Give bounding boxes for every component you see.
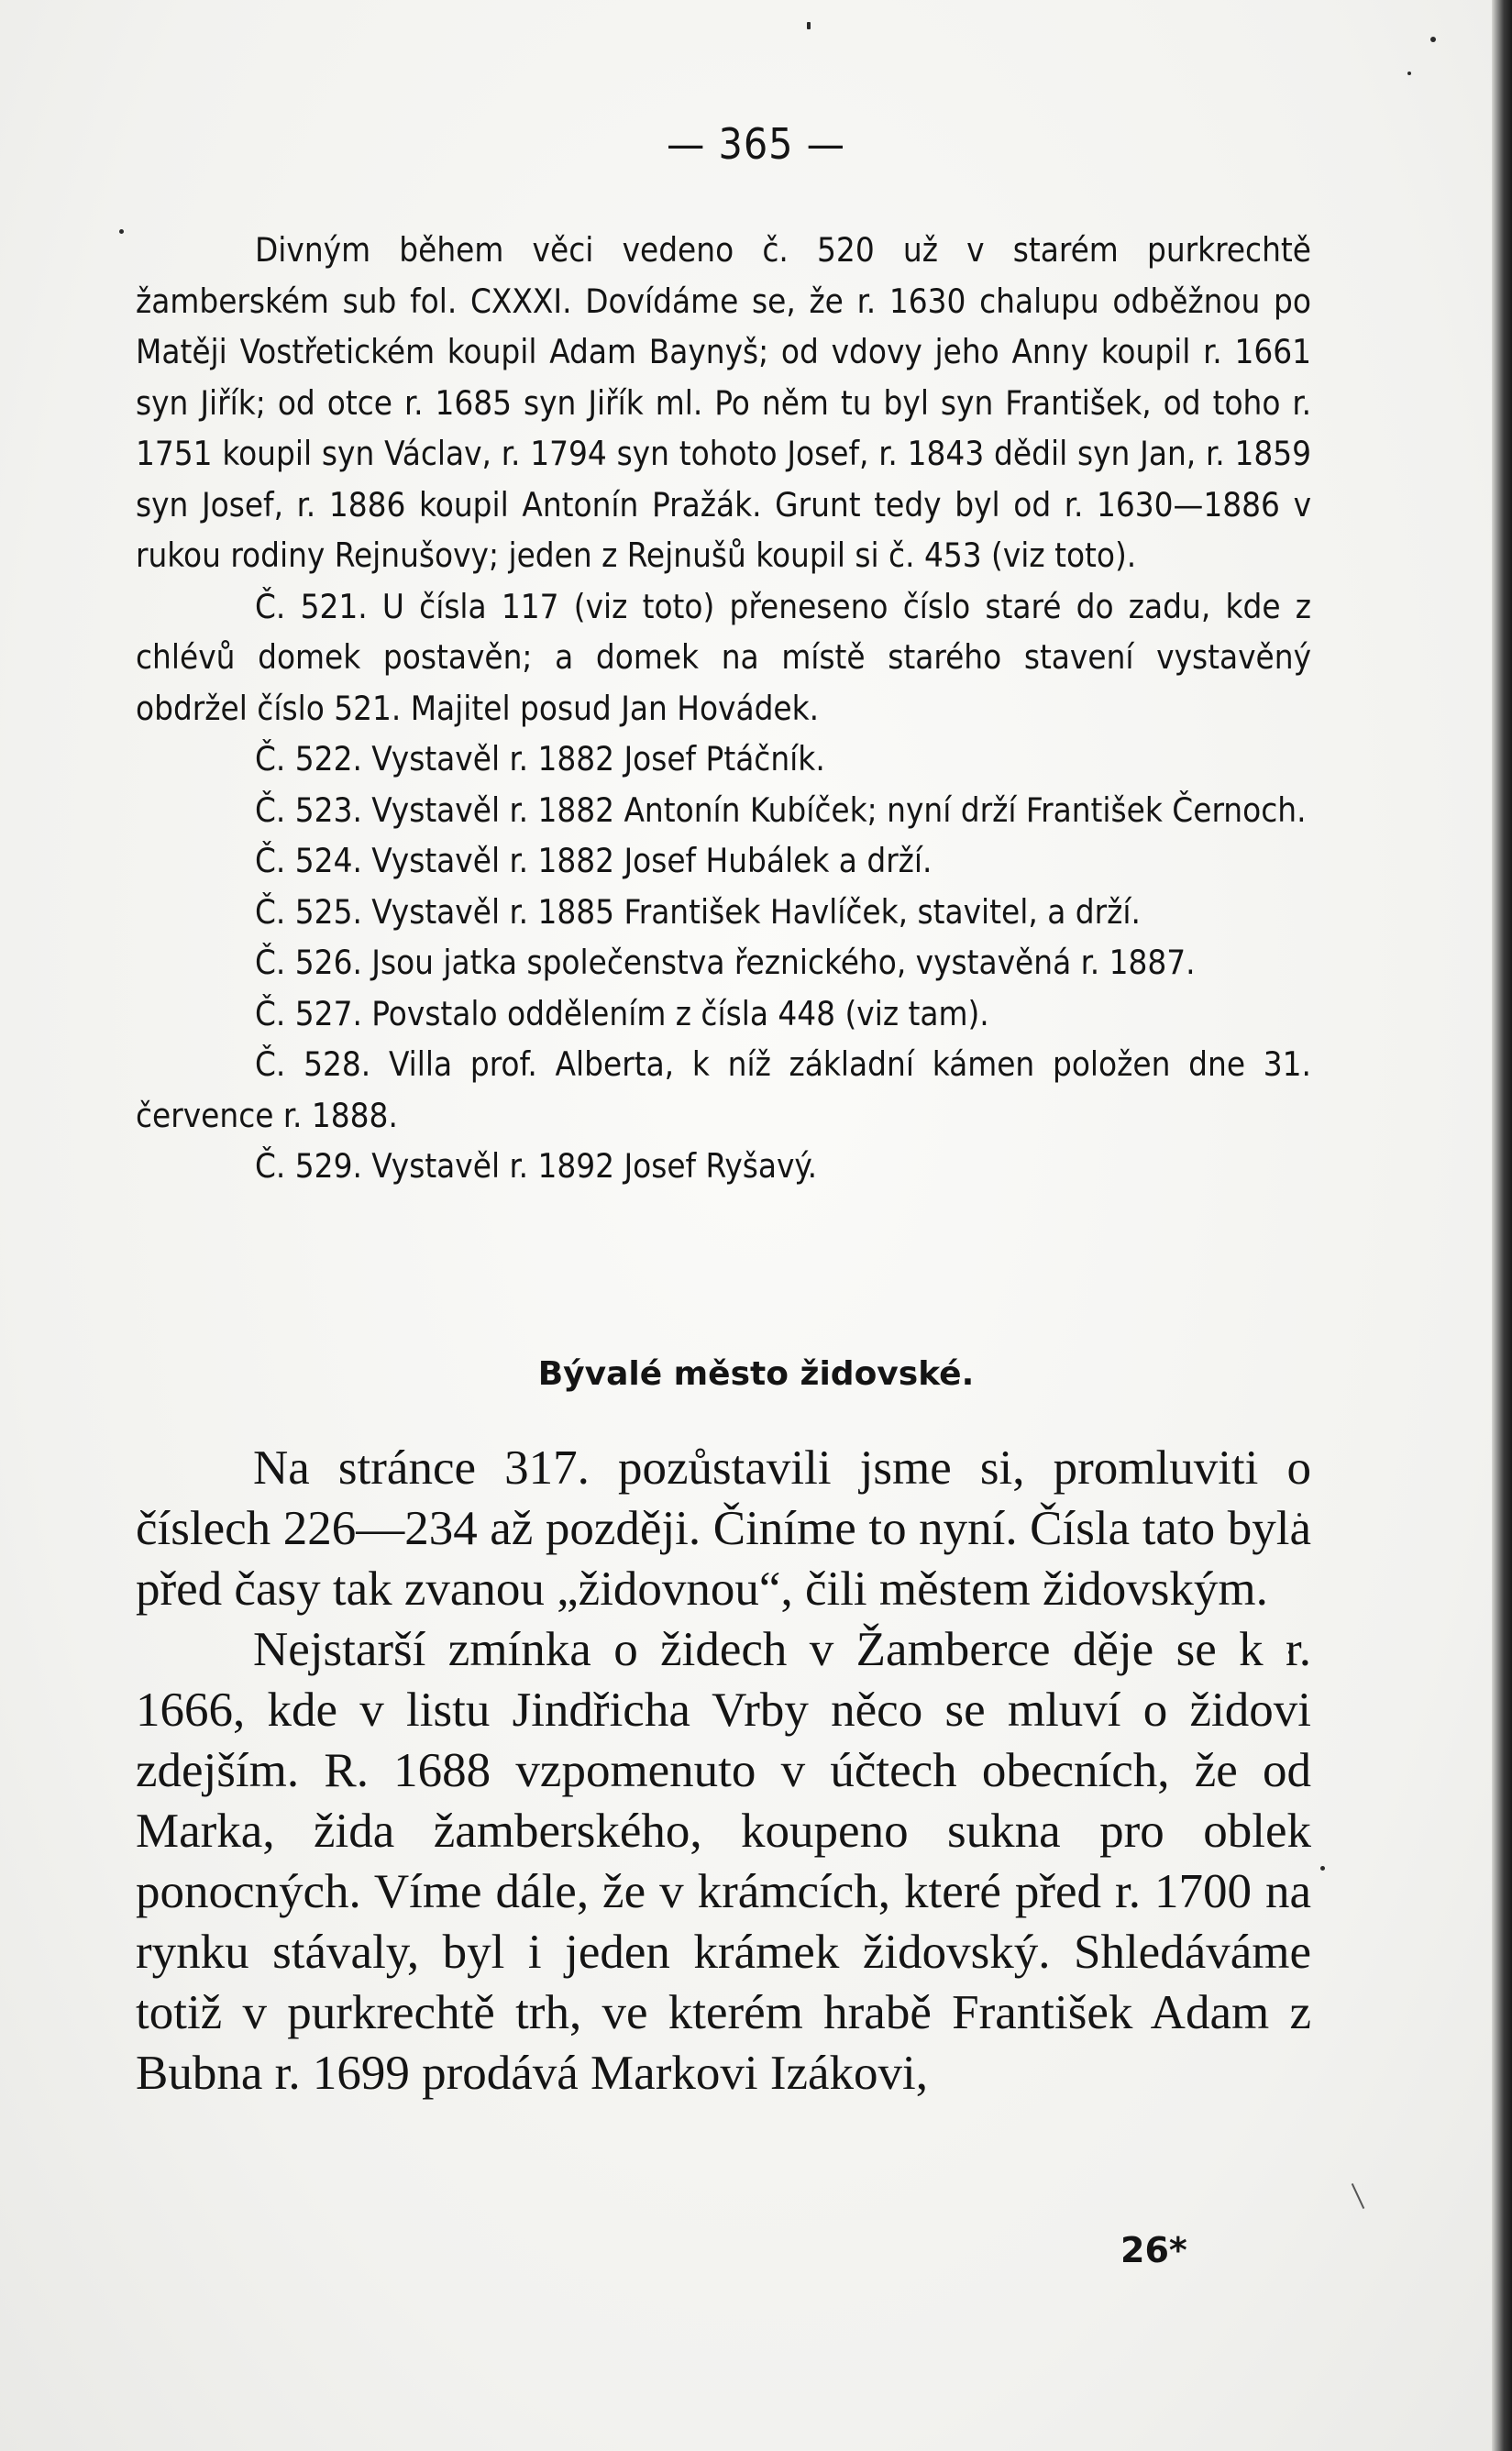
paragraph: Č. 522. Vystavěl r. 1882 Josef Ptáčník.	[255, 739, 825, 778]
paragraph: Na stránce 317. pozůstavili jsme si, promluviti o číslech 226—234 až později. Činíme to nyní. Čísla tato byla před časy tak zvanou „židovnou“, čili městem židovským.	[136, 1441, 1311, 1616]
speck	[807, 22, 811, 29]
paragraph: Č. 525. Vystavěl r. 1885 František Havlíček, stavitel, a drží.	[255, 891, 1141, 932]
speck	[1430, 37, 1436, 42]
scan-edge-shadow	[1492, 0, 1512, 2451]
signature-mark: 26*	[1120, 2230, 1187, 2270]
paragraph: Č. 529. Vystavěl r. 1892 Josef Ryšavý.	[255, 1146, 818, 1186]
large-print-section	[136, 1438, 1311, 2103]
paragraph: Č. 524. Vystavěl r. 1882 Josef Hubálek a drží.	[255, 841, 933, 880]
paragraph: Č. 527. Povstalo oddělením z čísla 448 (viz tam).	[255, 993, 989, 1033]
section-heading: Bývalé město židovské.	[537, 1355, 975, 1393]
page-number: — 365 —	[666, 119, 846, 169]
speck	[1320, 1866, 1325, 1871]
paragraph: Nejstarší zmínka o židech v Žamberce děje se k r. 1666, kde v listu Jindřicha Vrby něco se mluví o židovi zdejším. R. 1688 vzpomenuto v účtech obecních, že od Marka, žida žamberského, koupeno sukna pro oblek ponocných. Víme dále, že v krámcích, které před r. 1700 na rynku stávaly, byl i jeden krámek židovský. Shledáváme totiž v purkrechtě trh, ve kterém hrabě František Adam z Bubna r. 1699 prodává Markovi Izákovi,	[136, 1623, 1311, 2100]
paragraph: Č. 521. U čísla 117 (viz toto) přeneseno číslo staré do zadu, kde z chlévů domek postavěn; a domek na místě starého stavení vystavěný obdržel číslo 521. Majitel posud Jan Hovádek.	[136, 586, 1311, 728]
margin-pencil-line	[1352, 2183, 1364, 2209]
small-print-section	[136, 225, 1311, 1192]
speck	[1407, 72, 1411, 75]
speck	[119, 229, 124, 234]
paragraph: Divným během věci vedeno č. 520 už v starém purkrechtě žamberském sub fol. CXXXI. Dovídáme se, že r. 1630 chalupu odběžnou po Matěji Vostřetickém koupil Adam Baynyš; od vdovy jeho Anny koupil r. 1661 syn Jiřík; od otce r. 1685 syn Jiřík ml. Po něm tu byl syn František, od toho r. 1751 koupil syn Václav, r. 1794 syn tohoto Josef, r. 1843 dědil syn Jan, r. 1859 syn Josef, r. 1886 koupil Antonín Pražák. Grunt tedy byl od r. 1630—1886 v rukou rodiny Rejnušovy; jeden z Rejnušů koupil si č. 453 (viz toto).	[136, 230, 1311, 575]
paragraph: Č. 528. Villa prof. Alberta, k níž základní kámen položen dne 31. července r. 1888.	[136, 1044, 1311, 1135]
paragraph: Č. 523. Vystavěl r. 1882 Antonín Kubíček; nyní drží František Černoch.	[255, 789, 1307, 830]
paragraph: Č. 526. Jsou jatka společenstva řeznického, vystavěná r. 1887.	[255, 943, 1196, 982]
